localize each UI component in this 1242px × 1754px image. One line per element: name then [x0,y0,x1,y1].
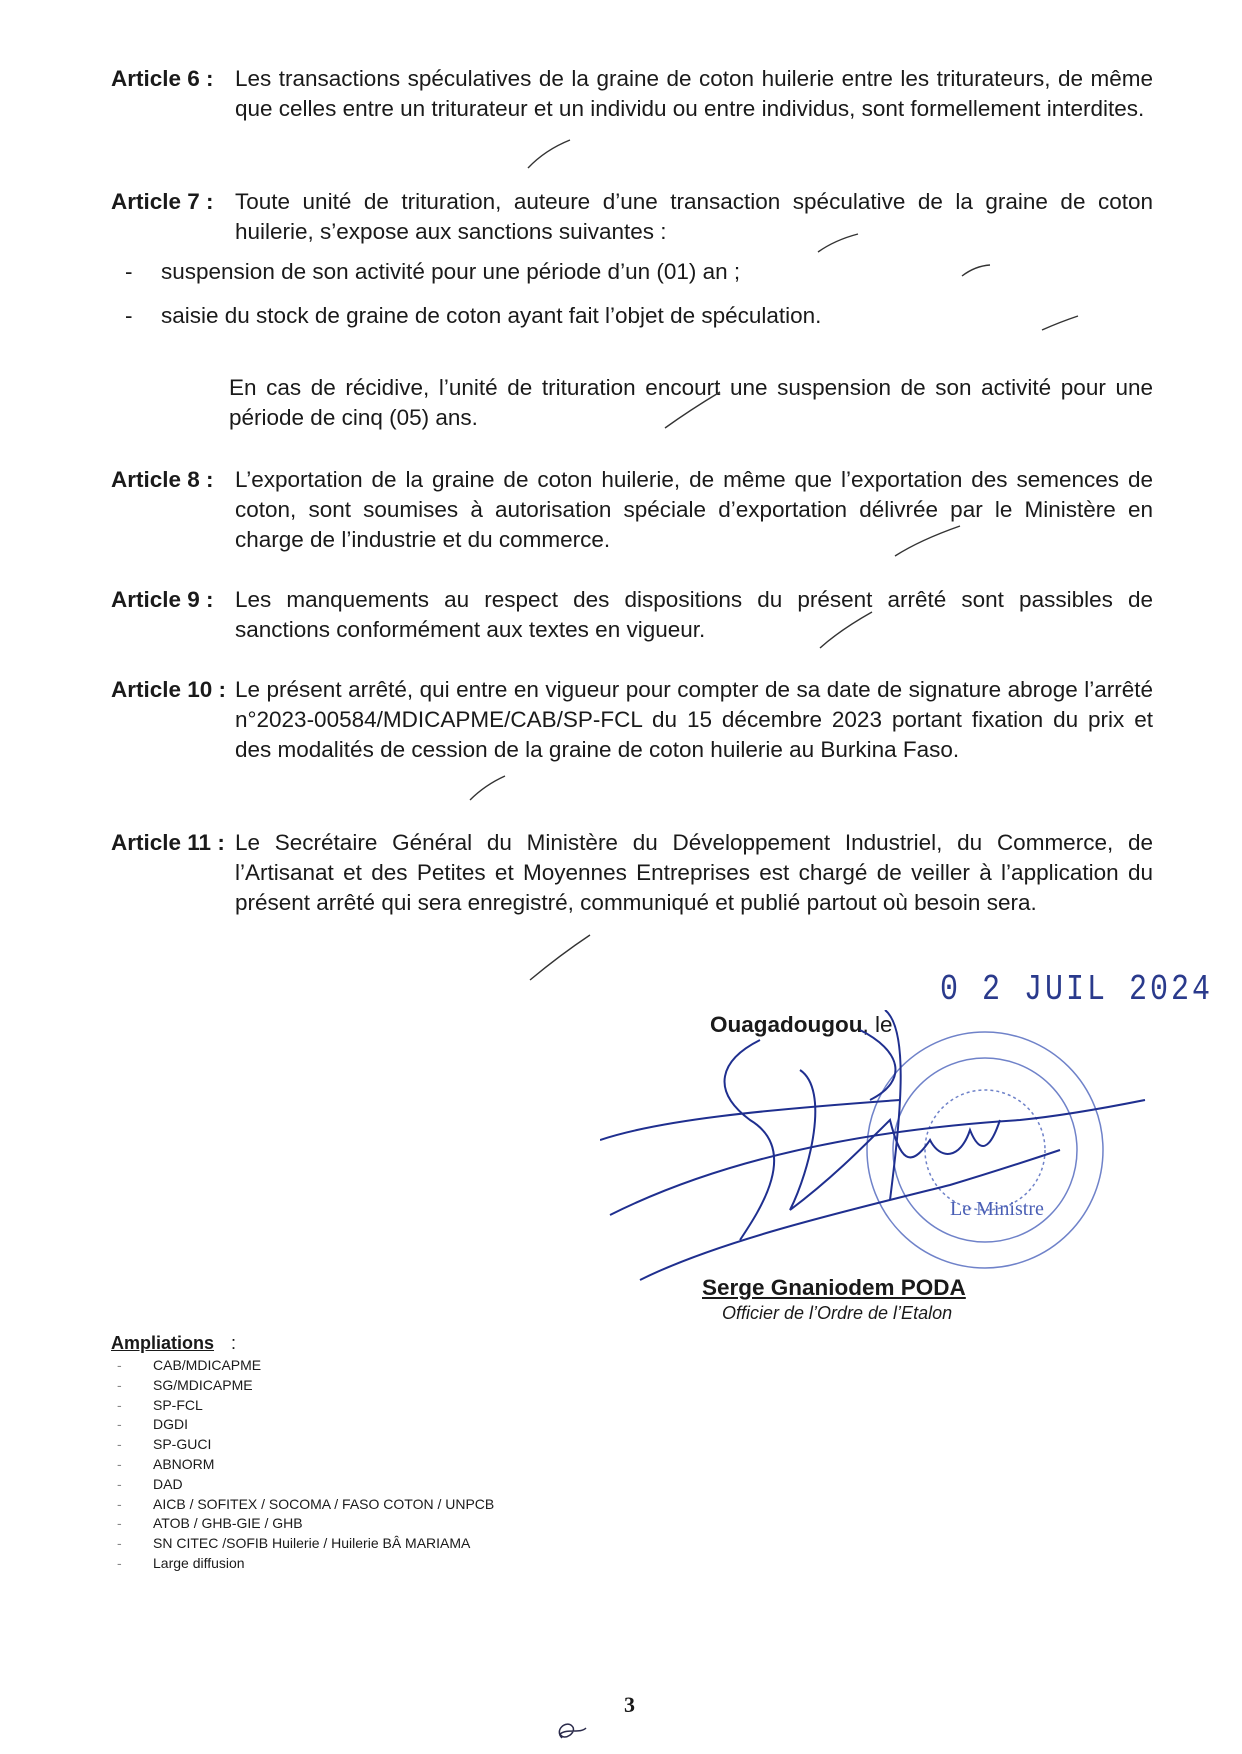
list-item: - CAB/MDICAPME [117,1357,262,1373]
initial-mark [470,776,505,800]
article-11 [111,828,1153,918]
list-item: - DAD [117,1475,183,1492]
official-seal [867,1032,1103,1268]
list-item: - Large diffusion [117,1554,245,1571]
article-label: Article 9 : [111,587,214,612]
list-item: - SP-GUCI [117,1436,212,1453]
ampliations-list [111,1356,494,1574]
article-text: Toute unité de trituration, auteure d’une transaction spéculative de la graine de coton huilerie, s’expose aux sanctions suivantes : [235,189,1153,244]
date-stamp: 0 2 JUIL 2024 [940,970,1214,1011]
signer-title: Officier de l’Ordre de l’Etalon [722,1303,953,1323]
article-text: Le présent arrêté, qui entre en vigueur pour compter de sa date de signature abroge l’arrêté n°2023-00584/MDICAPME/CAB/SP-FCL du 15 décembre 2023 portant fixation du prix et des modalités de cession de la graine de coton huilerie au Burkina Faso. [235,677,1153,762]
initial-mark [528,140,570,168]
list-item: - SN CITEC /SOFIB Huilerie / Huilerie BÂ MARIAMA [117,1535,471,1552]
signer-name: Serge Gnaniodem PODA [702,1275,966,1300]
article-7-recidive: En cas de récidive, l’unité de trituration encourt une suspension de son activité pour une période de cinq (05) ans. [229,375,1153,430]
article-8 [111,465,1153,555]
article-9 [111,585,1153,645]
list-item: - DGDI [117,1416,188,1433]
article-text: Les manquements au respect des dispositions du présent arrêté sont passibles de sanctions conformément aux textes en vigueur. [235,587,1153,642]
bullet-text: saisie du stock de graine de coton ayant fait l’objet de spéculation. [161,303,822,328]
list-item: - SG/MDICAPME [117,1376,253,1393]
place-name: Ouagadougou [710,1012,863,1037]
list-item: - ABNORM [117,1455,215,1472]
handwritten-signature-icon [600,1010,1145,1280]
seal-and-signature [600,1010,1160,1310]
bullet-text: suspension de son activité pour une période d’un (01) an ; [161,259,741,284]
article-7 [111,187,1153,247]
article-text: Les transactions spéculatives de la graine de coton huilerie entre les triturateurs, de même que celles entre un triturateur et un individu ou entre individus, sont formellement interdites. [235,66,1153,121]
ampliations-title: Ampliations [111,1333,215,1353]
article-text: Le Secrétaire Général du Ministère du Développement Industriel, du Commerce, de l’Artisanat et des Petites et Moyennes Entreprises est chargé de veiller à l’application du présent arrêté qui sera enregistré, communiqué et publié partout où besoin sera. [235,830,1153,915]
article-label: Article 8 : [111,467,214,492]
initial-mark [530,935,590,980]
article-10 [111,675,1153,765]
list-item: - SP-FCL [117,1396,203,1413]
article-label: Article 10 : [111,677,227,702]
list-item: - ATOB / GHB-GIE / GHB [117,1515,303,1532]
page-number: 3 [624,1692,635,1717]
article-text: L’exportation de la graine de coton huilerie, de même que l’exportation des semences de coton, sont soumises à autorisation spéciale d’exportation délivrée par le Ministère en charge de l’industrie et du commerce. [235,467,1153,552]
list-item: - AICB / SOFITEX / SOCOMA / FASO COTON / UNPCB [117,1495,495,1512]
article-6 [111,64,1153,124]
article-label: Article 7 : [111,189,214,214]
article-label: Article 6 : [111,66,214,91]
paraph-icon [552,1716,592,1746]
seal-text: Le Ministre [950,1198,1044,1220]
initial-mark [1042,316,1078,330]
initial-mark [962,265,990,276]
article-label: Article 11 : [111,830,225,855]
ampliations-colon: : [231,1333,237,1353]
place-suffix: , le [862,1012,893,1037]
